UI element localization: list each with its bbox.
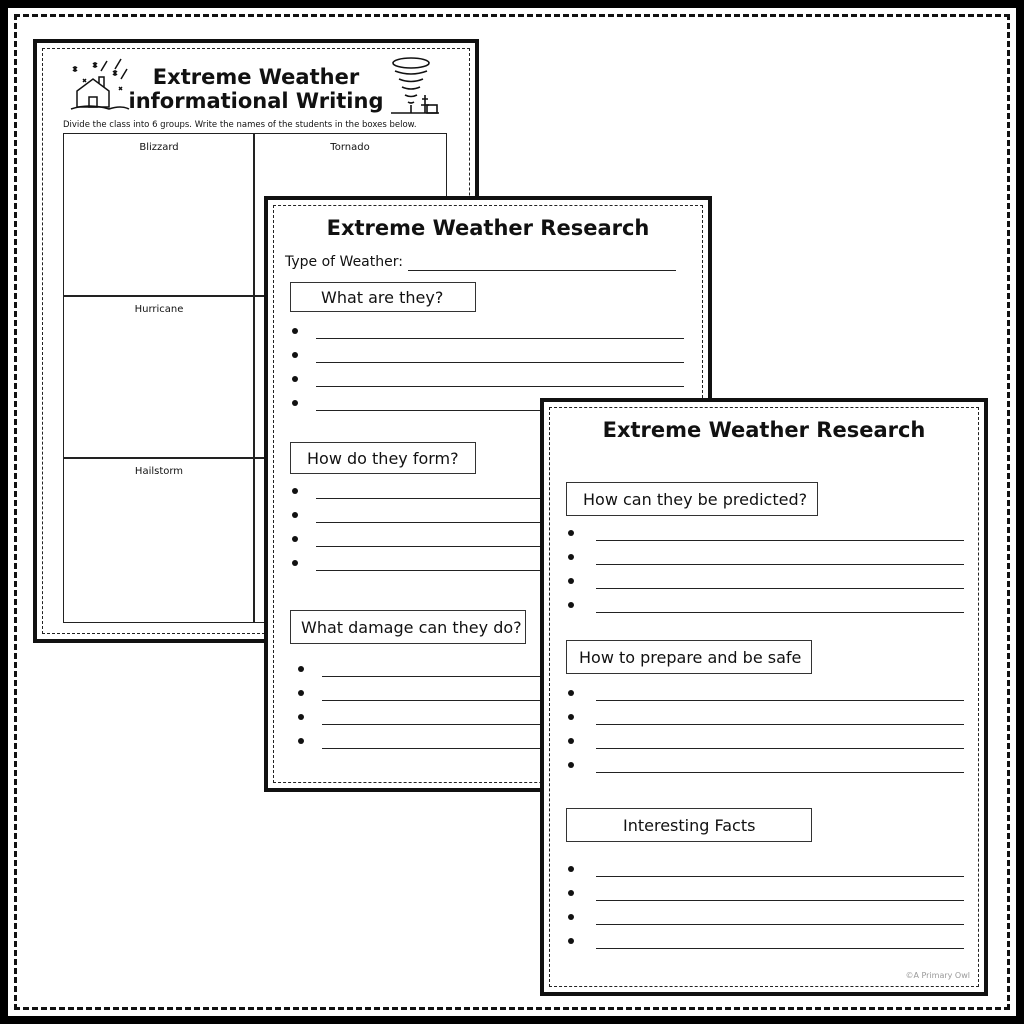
- grid-cell-blizzard: [63, 133, 255, 297]
- section-prepare-safe: How to prepare and be safe: [566, 640, 812, 674]
- tornado-icon: [389, 55, 441, 117]
- sheet1-instructions: Divide the class into 6 groups. Write the names of the students in the boxes below.: [63, 120, 417, 130]
- cell-label-blizzard: Blizzard: [139, 142, 179, 153]
- cell-label-hurricane: Hurricane: [134, 304, 184, 315]
- section-interesting-facts: Interesting Facts: [566, 808, 812, 842]
- section-how-do-they-form: How do they form?: [290, 442, 476, 474]
- sheet1-title-line1: Extreme Weather: [152, 65, 360, 89]
- grid-cell-hurricane: [63, 295, 255, 459]
- section-what-damage: What damage can they do?: [290, 610, 526, 644]
- cell-label-tornado: Tornado: [330, 142, 370, 153]
- sheet-research-2: [540, 398, 988, 996]
- section-how-predicted: How can they be predicted?: [566, 482, 818, 516]
- cell-label-hailstorm: Hailstorm: [134, 466, 184, 477]
- page-canvas: [8, 8, 1016, 1016]
- section-what-are-they: What are they?: [290, 282, 476, 312]
- copyright-credit: ©A Primary Owl: [905, 971, 970, 980]
- type-of-weather-label: Type of Weather:: [285, 254, 403, 270]
- type-of-weather-line[interactable]: [408, 270, 676, 271]
- grid-cell-hailstorm: [63, 457, 255, 623]
- sheet3-title: Extreme Weather Research: [602, 418, 926, 442]
- sheet2-title: Extreme Weather Research: [326, 216, 650, 240]
- sheet1-title-line2: informational Writing: [128, 89, 384, 113]
